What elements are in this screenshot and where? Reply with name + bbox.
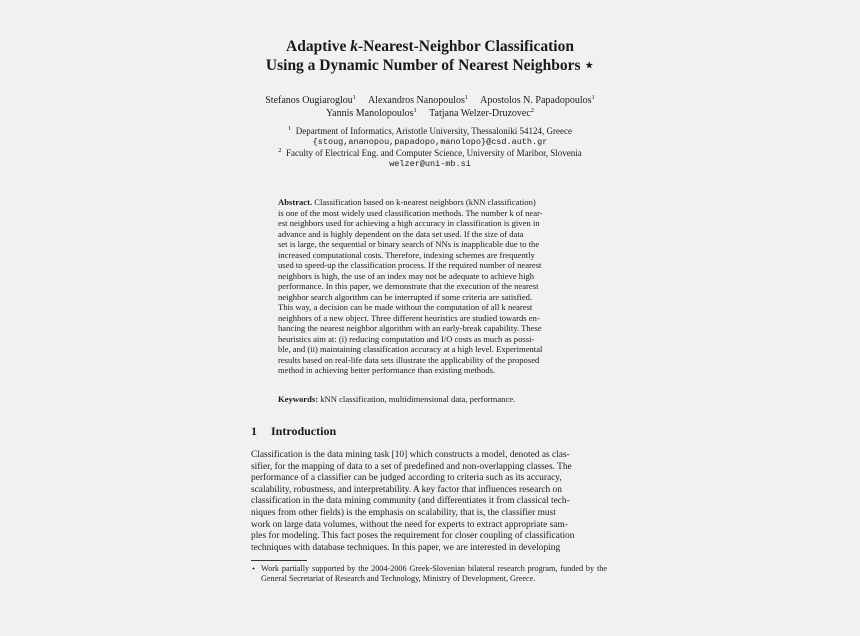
section-title: Introduction <box>271 424 337 438</box>
section-heading <box>251 424 336 438</box>
body-line: ples for modeling. This fact poses the requirement for closer coupling of classification <box>251 531 575 542</box>
affiliation-1: $^1$ Department of Informatics, Aristotle University, Thessaloniki 54124, Greece <box>288 125 572 136</box>
section-number: 1 <box>251 424 257 438</box>
body-line: Classification is the data mining task [10] which constructs a model, denoted as clas- <box>251 450 570 460</box>
abstract-line: neighbors is high, the use of an index may not be adequate to achieve high <box>278 270 535 281</box>
body-line: classification in the data mining community (and differentiates it from classical tech- <box>251 496 570 507</box>
title-footnote-mark: ⋆ <box>584 57 595 74</box>
abstract-line: is one of the most widely used classification methods. The number k of near- <box>278 207 543 218</box>
introduction-text <box>251 450 609 554</box>
abstract-line: neighbor search algorithm can be interrupted if some criteria are satisfied. <box>278 291 533 302</box>
author-list <box>0 94 860 120</box>
title-text: Adaptive <box>286 38 351 55</box>
footnote-mark: ⋆ <box>251 564 257 573</box>
body-line: scalability, robustness, and interpretability. A key factor that influences research on <box>251 484 562 495</box>
affiliations <box>0 126 860 170</box>
abstract-line: method in achieving better performance than existing methods. <box>278 365 496 375</box>
abstract-line: advance and is highly dependent on the data set used. If the size of data <box>278 228 524 239</box>
title-line-2 <box>0 56 860 75</box>
body-line: performance of a classifier can be judged according to criteria such as its accuracy, <box>251 473 562 484</box>
title-line-1 <box>0 37 860 56</box>
abstract-line: neighbors of a new object. Three different heuristics are studied towards en- <box>278 312 540 323</box>
author: Yannis Manolopoulos$^1$ <box>325 107 417 119</box>
affiliation-1-email: {stoug,ananopou,papadopo,manolopo}@csd.auth.gr <box>312 137 548 147</box>
paper-title <box>0 37 860 75</box>
footnote-text: Work partially supported by the 2004-2006 Greek-Slovenian bilateral research program, funded by the General Secretariat of Research and Technology, Ministry of Development, Greece. <box>261 564 607 584</box>
abstract-line: est neighbors used for achieving a high accuracy in classification is given in <box>278 218 540 228</box>
keywords <box>278 394 581 405</box>
abstract-line: performance. In this paper, we demonstrate that the execution of the nearest <box>278 281 539 291</box>
authors-line-2 <box>0 107 860 120</box>
abstract-line: heuristics aim at: (i) reducing computation and I/O costs as much as possi- <box>278 333 535 344</box>
abstract-line: results based on real-life data sets illustrate the applicability of the proposed <box>278 354 540 365</box>
author: Tatjana Welzer-Druzovec$^2$ <box>429 107 535 119</box>
abstract-line: This way, a decision can be made without the computation of all k nearest <box>278 302 533 312</box>
body-line: techniques with database techniques. In this paper, we are interested in developing <box>251 542 561 553</box>
body-line: sifier, for the mapping of data to a set of predefined and non-overlapping classes. The <box>251 461 572 472</box>
authors-line-1 <box>0 94 860 107</box>
abstract-line: used to speed-up the classification process. If the required number of nearest <box>278 260 542 270</box>
title-text: -Nearest-Neighbor Classification <box>357 38 574 55</box>
abstract-label: Abstract. <box>278 197 313 207</box>
keywords-text: kNN classification, multidimensional data, performance. <box>318 394 516 404</box>
abstract-line: Abstract. Classification based on k-nearest neighbors (kNN classification) <box>278 197 536 207</box>
abstract <box>278 197 581 376</box>
affiliation-2: $^2$ Faculty of Electrical Eng. and Computer Science, University of Maribor, Slovenia <box>278 147 582 158</box>
abstract-line: set is large, the sequential or binary search of NNs is inapplicable due to the <box>278 239 540 249</box>
abstract-line: hancing the nearest neighbor algorithm with an early-break capability. These <box>278 323 542 333</box>
body-line: work on large data volumes, without the need for experts to extract appropriate sam- <box>251 519 568 530</box>
affiliation-2-email: welzer@uni-mb.si <box>389 159 471 169</box>
body-line: niques from other fields) is the emphasis on scalability, that is, the classifier must <box>251 507 556 518</box>
author: Apostolos N. Papadopoulos$^1$ <box>480 94 595 106</box>
footnote <box>251 564 609 584</box>
abstract-line: increased computational costs. Therefore, indexing schemes are frequently <box>278 249 535 260</box>
footnote-rule <box>251 560 307 561</box>
author: Alexandros Nanopoulos$^1$ <box>367 94 469 106</box>
keywords-label: Keywords: <box>278 394 319 404</box>
title-k: k <box>350 38 358 55</box>
title-text: Using a Dynamic Number of Nearest Neighbors <box>265 57 581 74</box>
abstract-line: ble, and (ii) maintaining classification accuracy at a high level. Experimental <box>278 344 543 354</box>
author: Stefanos Ougiaroglou$^1$ <box>265 94 356 106</box>
